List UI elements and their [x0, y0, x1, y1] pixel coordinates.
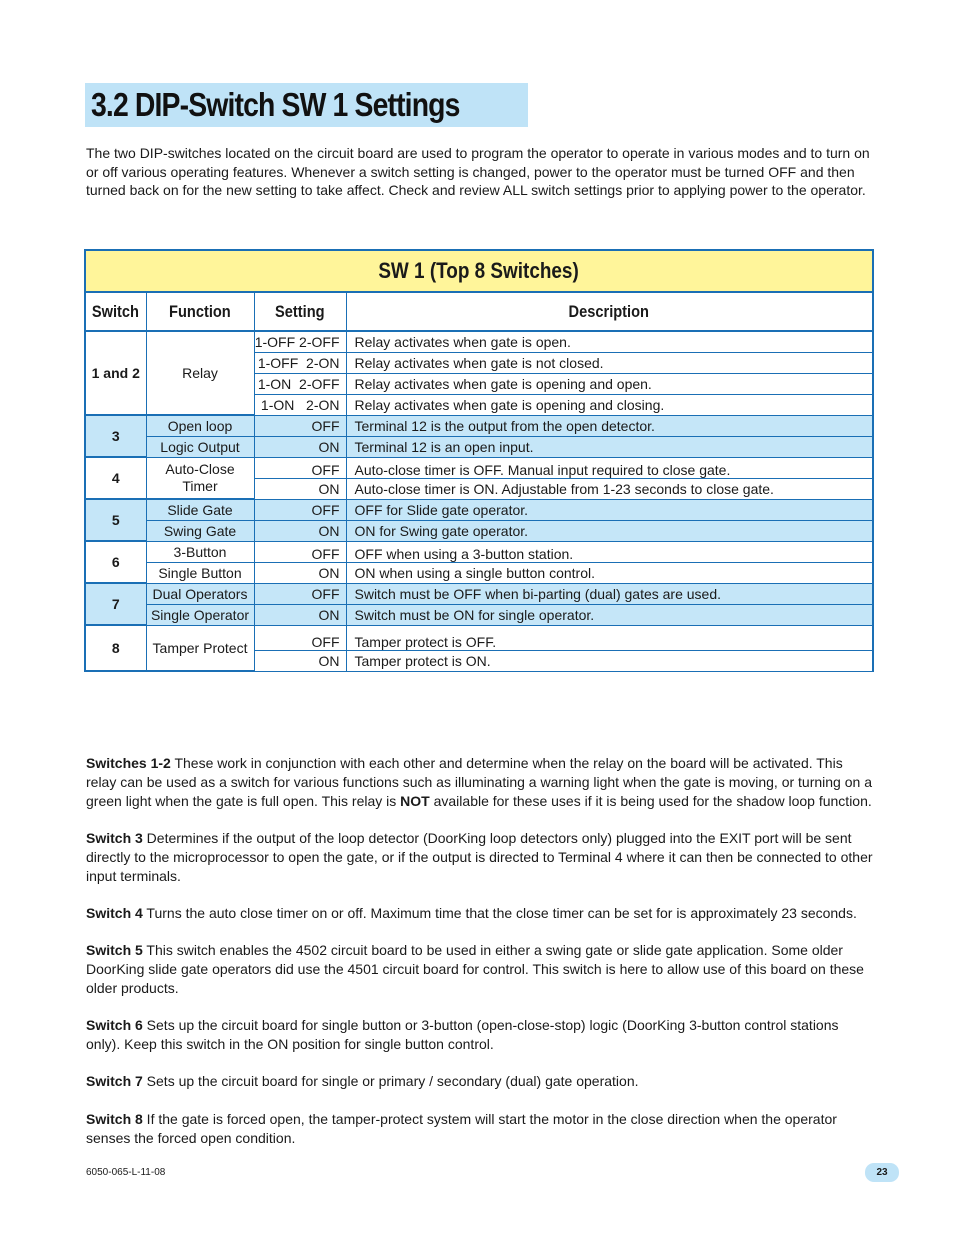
intro-paragraph: [86, 144, 872, 200]
switch-number: 8: [85, 625, 146, 671]
table-row: [85, 583, 873, 604]
table-row: [85, 562, 873, 583]
note-switch-8: [86, 1110, 876, 1148]
table-row: [85, 499, 873, 520]
table-row: [85, 415, 873, 436]
note-switch-6: [86, 1016, 876, 1054]
switch-setting: OFF: [254, 625, 346, 650]
note-text: Turns the auto close timer on or off. Maximum time that the close timer can be set for is approximately 23 seconds.: [142, 905, 857, 921]
note-label: Switch 7: [86, 1073, 143, 1089]
page-title: 3.2 DIP-Switch SW 1 Settings: [91, 86, 460, 123]
note-text: Determines if the output of the loop detector (DoorKing loop detectors only) plugged into the EXIT port will be sent directly to the microprocessor to open the gate, or if the output is directed to Terminal 4 where it can then be connected to other input terminals.: [86, 830, 873, 884]
switch-function: Open loop: [146, 415, 254, 436]
note-emphasis: NOT: [400, 793, 430, 809]
note-switch-4: [86, 904, 876, 923]
switch-description: Auto-close timer is ON. Adjustable from 1-23 seconds to close gate.: [346, 478, 873, 499]
switch-setting: 1-ON 2-OFF: [254, 373, 346, 394]
switch-number: 3: [85, 415, 146, 457]
table-row: [85, 625, 873, 650]
switch-function: Single Button: [146, 562, 254, 583]
table-row: [85, 520, 873, 541]
switch-number: 4: [85, 457, 146, 499]
switch-description: Terminal 12 is the output from the open detector.: [346, 415, 873, 436]
switch-setting: ON: [254, 604, 346, 625]
switch-setting: OFF: [254, 541, 346, 562]
switch-number: 6: [85, 541, 146, 583]
switch-function: Auto-Close Timer: [146, 457, 254, 499]
section-title-box: [85, 83, 528, 127]
switch-setting: ON: [254, 436, 346, 457]
switch-description: Relay activates when gate is opening and closing.: [346, 394, 873, 415]
table-row: [85, 436, 873, 457]
switch-description: Switch must be OFF when bi-parting (dual) gates are used.: [346, 583, 873, 604]
switch-description: Relay activates when gate is not closed.: [346, 352, 873, 373]
switch-number: 5: [85, 499, 146, 541]
note-switches-1-2: [86, 754, 876, 811]
header-setting: Setting: [254, 292, 346, 331]
switch-description: Switch must be ON for single operator.: [346, 604, 873, 625]
table-row: [85, 541, 873, 562]
table-caption: SW 1 (Top 8 Switches): [85, 250, 873, 292]
switch-description: ON for Swing gate operator.: [346, 520, 873, 541]
switch-setting: ON: [254, 650, 346, 671]
switch-number: 1 and 2: [85, 331, 146, 415]
note-text: available for these uses if it is being used for the shadow loop function.: [429, 793, 872, 809]
note-text: If the gate is forced open, the tamper-protect system will start the motor in the close direction when the operator senses the forced open condition.: [86, 1111, 837, 1146]
switch-setting: OFF: [254, 457, 346, 478]
note-switch-5: [86, 941, 876, 998]
table-row: [85, 457, 873, 478]
note-text: These work in conjunction with each other and determine when the relay on the board will be activated. This relay can be used as a switch for various functions such as illuminating a warning light when the gate is moving, or turning on a green light when the gate is full open. This relay is: [86, 755, 872, 809]
switch-setting: OFF: [254, 499, 346, 520]
note-label: Switch 5: [86, 942, 143, 958]
note-label: Switch 6: [86, 1017, 143, 1033]
switch-description: Tamper protect is OFF.: [346, 625, 873, 650]
note-text: Sets up the circuit board for single or primary / secondary (dual) gate operation.: [142, 1073, 639, 1089]
switch-description: Auto-close timer is OFF. Manual input required to close gate.: [346, 457, 873, 478]
note-label: Switch 4: [86, 905, 143, 921]
switch-description: OFF when using a 3-button station.: [346, 541, 873, 562]
intro-text: The two DIP-switches located on the circuit board are used to program the operator to operate in various modes and to turn on or off various operating features. Whenever a switch setting is changed, power to the operator must be turned OFF and then turned back on for the new setting to take affect. Check and review ALL switch settings prior to applying power to the operator.: [86, 145, 870, 199]
table-row: [85, 604, 873, 625]
switch-setting: OFF: [254, 583, 346, 604]
header-switch: Switch: [85, 292, 146, 331]
switch-description: ON when using a single button control.: [346, 562, 873, 583]
switch-setting: OFF: [254, 415, 346, 436]
switch-function: Slide Gate: [146, 499, 254, 520]
dip-switch-table: [84, 249, 874, 672]
note-label: Switch 3: [86, 830, 143, 846]
switch-setting: 1-OFF 2-ON: [254, 352, 346, 373]
switch-setting: ON: [254, 520, 346, 541]
header-description: Description: [346, 292, 873, 331]
note-text: Sets up the circuit board for single button or 3-button (open-close-stop) logic (DoorKing 3-button control stations only). Keep this switch in the ON position for single button control.: [86, 1017, 839, 1052]
note-switch-7: [86, 1072, 876, 1091]
switch-function: Tamper Protect: [146, 625, 254, 671]
switch-setting: 1-ON 2-ON: [254, 394, 346, 415]
table-row: [85, 331, 873, 352]
switch-description: Tamper protect is ON.: [346, 650, 873, 671]
page-number: 23: [865, 1163, 899, 1182]
switch-setting: ON: [254, 478, 346, 499]
switch-function: Single Operator: [146, 604, 254, 625]
switch-number: 7: [85, 583, 146, 625]
switch-setting: ON: [254, 562, 346, 583]
note-text: This switch enables the 4502 circuit board to be used in either a swing gate or slide gate application. Some older DoorKing slide gate operators did use the 4501 circuit board for control. This switch is here to allow use of this board on these older products.: [86, 942, 864, 996]
switch-function: Relay: [146, 331, 254, 415]
document-code: 6050-065-L-11-08: [86, 1167, 166, 1178]
switch-function: Swing Gate: [146, 520, 254, 541]
note-label: Switch 8: [86, 1111, 143, 1127]
switch-function: Dual Operators: [146, 583, 254, 604]
switch-setting: 1-OFF 2-OFF: [254, 331, 346, 352]
switch-description: Relay activates when gate is opening and open.: [346, 373, 873, 394]
note-label: Switches 1-2: [86, 755, 171, 771]
switch-description: Terminal 12 is an open input.: [346, 436, 873, 457]
switch-description: Relay activates when gate is open.: [346, 331, 873, 352]
switch-function: Logic Output: [146, 436, 254, 457]
switch-function: 3-Button: [146, 541, 254, 562]
header-function: Function: [146, 292, 254, 331]
switch-description: OFF for Slide gate operator.: [346, 499, 873, 520]
note-switch-3: [86, 829, 876, 886]
